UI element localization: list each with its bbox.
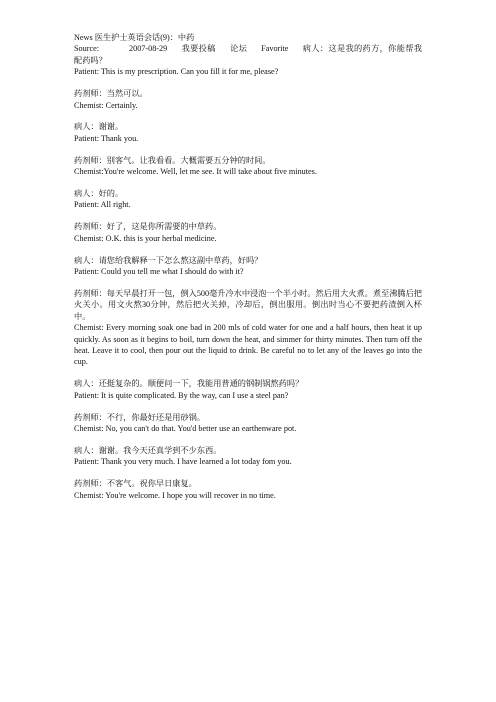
dialogue-block (74, 88, 422, 111)
dialogue-zh: 病人：好的。 (74, 189, 124, 199)
dialogue-en: Chemist: You're welcome. I hope you will recover in no time. (74, 490, 276, 500)
source-line (74, 43, 422, 66)
source-label: Source: (74, 44, 100, 54)
dialogue-block (74, 221, 422, 244)
dialogue-block (74, 445, 422, 468)
dialogue-block (74, 412, 422, 435)
dialogue-en: Patient: It is quite complicated. By the way, can I use a steel pan? (74, 390, 289, 400)
dialogue-block (74, 288, 422, 368)
link-submit[interactable]: 我要投稿 (181, 44, 216, 54)
dialogue-zh: 药剂师：好了，这是你所需要的中草药。 (74, 222, 222, 232)
header-block (74, 32, 422, 78)
dialogue-en: Chemist: Every morning soak one bad in 200 mls of cold water for one and a half hours, then heat it up quickly. As soon as it begins to boil, turn down the heat, and simmer for thirty minutes. Then turn off the heat. Leave it to cool, then pour out the liquid to drink. Be careful no to let any of the leaves go into the cup. (74, 323, 422, 367)
link-favorite[interactable]: Favorite (261, 44, 289, 54)
dialogue-zh: 药剂师：不行，你最好还是用砂锅。 (74, 412, 206, 422)
dialogue-en: Patient: Could you tell me what I should do with it? (74, 267, 244, 277)
dialogue-zh: 病人：谢谢。 (74, 122, 124, 132)
dialogue-block (74, 188, 422, 211)
dialogue-block (74, 121, 422, 144)
dialogue-en: Patient: Thank you very much. I have learned a lot today fom you. (74, 457, 292, 467)
dialogue-block (74, 378, 422, 401)
dialogue-zh: 药剂师：每天早晨打开一包，倒入500毫升冷水中浸泡一个半小时。然后用大火煮。煮至沸腾后把火关小。用文火熬30分钟，然后把火关掉，冷却后，倒出服用。倒出时当心不要把药渣倒入杯中。 (74, 289, 422, 321)
dialogue-en: Chemist: O.K. this is your herbal medicine. (74, 233, 217, 243)
dialogue-zh: 病人：还挺复杂的。顺便问一下，我能用普通的钢制锅熬药吗？ (74, 379, 304, 389)
dialogue-zh: 药剂师：别客气。让我看看。大概需要五分钟的时间。 (74, 155, 271, 165)
dialogue-en: Chemist: Certainly. (74, 100, 138, 110)
patient-line-zh: 病人：这是我的药方，你能帮我配药吗？ (74, 44, 422, 65)
dialogue-block (74, 155, 422, 178)
source-date: 2007-08-29 (129, 44, 168, 54)
dialogue-zh: 药剂师：当然可以。 (74, 89, 148, 99)
article-title: News 医生护士英语会话(9)：中药 (74, 33, 195, 42)
dialogue-en: Chemist:You're welcome. Well, let me see. It will take about five minutes. (74, 167, 317, 177)
dialogue-zh: 病人：谢谢。我今天还真学到不少东西。 (74, 445, 222, 455)
dialogue-zh: 病人：请您给我解释一下怎么熬这副中草药，好吗？ (74, 255, 263, 265)
dialogue-en: Chemist: No, you can't do that. You'd better use an earthenware pot. (74, 424, 297, 434)
dialogue-block (74, 255, 422, 278)
dialogue-block (74, 478, 422, 501)
dialogue-en: Patient: All right. (74, 200, 131, 210)
dialogue-en: Patient: Thank you. (74, 133, 139, 143)
link-forum[interactable]: 论坛 (229, 44, 248, 54)
document-body (74, 32, 422, 512)
patient-line-en: Patient: This is my prescription. Can you fill it for me, please? (74, 67, 279, 77)
dialogue-zh: 药剂师：不客气。祝你早日康复。 (74, 479, 197, 489)
